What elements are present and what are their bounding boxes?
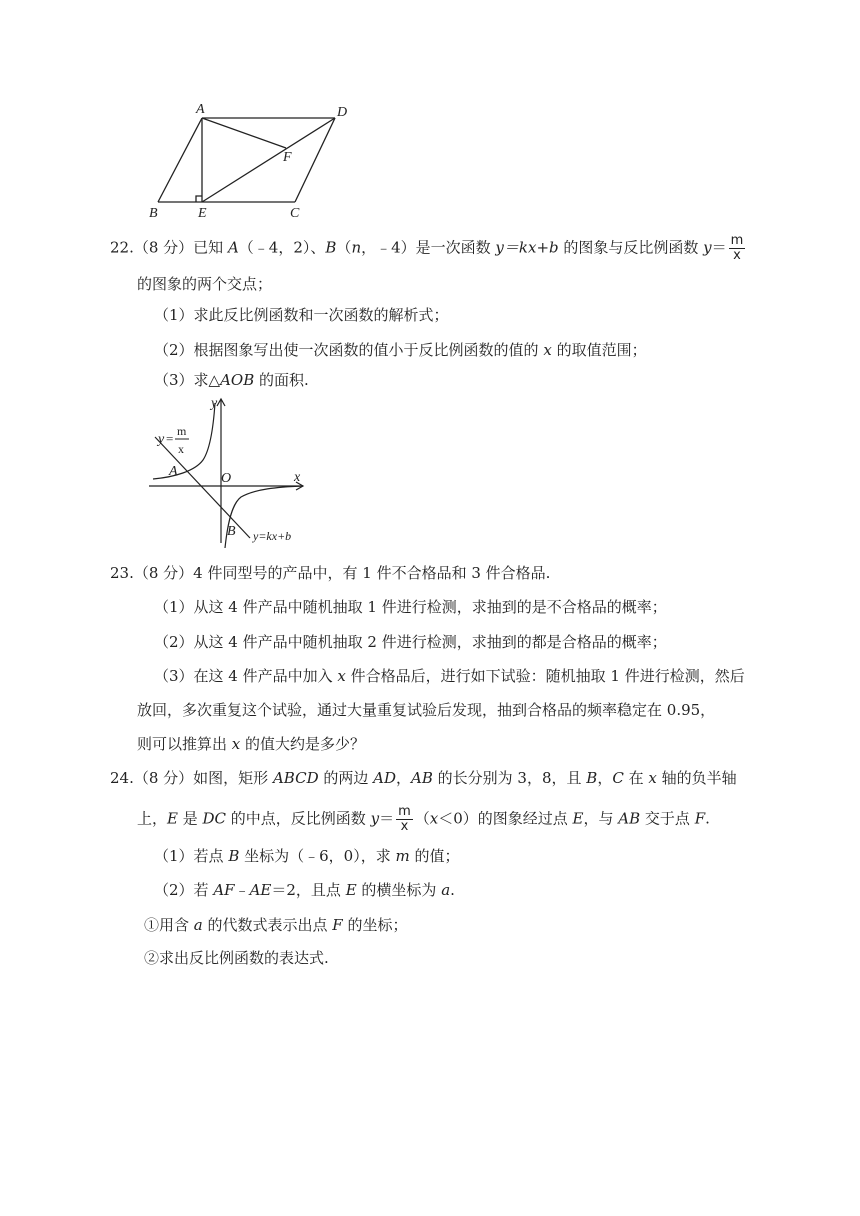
q24-text: 的两边 xyxy=(318,769,374,787)
q24-text: （ xyxy=(414,809,430,828)
q24-text: 是 xyxy=(177,809,203,828)
q24-sub2 xyxy=(154,880,455,900)
q24-text: ＜0）的图象经过点 xyxy=(438,809,573,828)
q24-text: 轴的负半轴 xyxy=(656,769,737,787)
q24-text: 在 xyxy=(623,769,649,787)
curve-label-den: x xyxy=(178,442,184,456)
q24-line2 xyxy=(137,805,710,834)
q23-number: 23. xyxy=(110,564,134,582)
origin-label: O xyxy=(221,471,232,486)
q24-point-E: E xyxy=(167,809,178,828)
q22-line1 xyxy=(110,234,747,263)
q24-seg-AF: AF xyxy=(213,881,235,899)
q24-text: 的长分别为 3，8，且 xyxy=(432,769,587,787)
q22-sub2 xyxy=(154,340,647,360)
q24-number: 24. xyxy=(110,769,134,787)
point-B-label: B xyxy=(227,524,236,539)
q23-intro xyxy=(110,563,550,583)
q23-sub3b: 放回，多次重复这个试验，通过大量重复试验后发现，抽到合格品的频率稳定在 0.95， xyxy=(137,701,716,719)
q23-sub1: （1）从这 4 件产品中随机抽取 1 件进行检测，求抽到的是不合格品的概率； xyxy=(154,598,667,616)
q23-sub3-text: 件合格品后，进行如下试验：随机抽取 1 件进行检测，然后 xyxy=(345,667,745,685)
q22-sub2-text: （2）根据图象写出使一次函数的值小于反比例函数的值的 xyxy=(154,341,544,359)
q24-text: 上， xyxy=(137,809,168,828)
q24-text: 如图，矩形 xyxy=(193,769,273,787)
q24-part2: ②求出反比例函数的表达式. xyxy=(144,949,329,967)
q22-number: 22. xyxy=(110,238,134,257)
y-axis-label: y xyxy=(211,396,218,411)
q22-var-y: y xyxy=(703,238,712,257)
q24-var-m: m xyxy=(395,847,410,865)
q24-sub2-text: （2）若 xyxy=(154,881,214,899)
q23-sub3-text: 的值大约是多少？ xyxy=(240,735,366,753)
label-F: F xyxy=(283,150,292,165)
q23-sub3a xyxy=(154,666,745,686)
q24-var-a: a xyxy=(193,916,203,934)
label-E: E xyxy=(198,206,207,221)
q24-equals: ＝ xyxy=(379,809,395,828)
fraction-denominator: x xyxy=(400,819,409,834)
q24-seg-AE: AE xyxy=(249,881,272,899)
q22-sub3 xyxy=(154,370,309,390)
line-label: y=kx+b xyxy=(253,529,292,543)
label-A: A xyxy=(196,102,205,117)
q24-part1-text: 的坐标； xyxy=(342,916,408,934)
q22-line2: 的图象的两个交点； xyxy=(137,275,273,293)
q24-seg-AD: AD xyxy=(373,769,396,787)
q24-part1-text: 的代数式表示出点 xyxy=(202,916,333,934)
q22-text: （﹣4，2）、 xyxy=(238,238,326,257)
point-A-label: A xyxy=(169,464,178,479)
q24-sub2-text: ＝2，且点 xyxy=(271,881,346,899)
label-C: C xyxy=(290,206,300,221)
q22-sub3-text: （3）求△ xyxy=(154,371,221,389)
q22-text: （ xyxy=(336,238,352,257)
function-graph-figure xyxy=(145,393,315,551)
q24-seg-AB: AB xyxy=(411,769,433,787)
curve-label-num: m xyxy=(177,424,187,438)
q24-rect-ABCD: ABCD xyxy=(272,769,319,787)
q24-var-x: x xyxy=(429,809,439,828)
q24-part1-text: ①用含 xyxy=(144,916,194,934)
q24-point-B: B xyxy=(228,847,240,865)
fraction-numerator: m xyxy=(398,804,411,819)
q24-seg-DC: DC xyxy=(202,809,227,828)
q24-text: 的中点，反比例函数 xyxy=(226,809,371,828)
q24-point-C: C xyxy=(612,769,624,787)
q24-var-a: a xyxy=(441,881,451,899)
fraction-numerator: m xyxy=(730,233,744,248)
curve-label-eq: = xyxy=(166,431,174,446)
q24-text: ，与 xyxy=(583,809,619,828)
q24-point-F: F xyxy=(332,916,343,934)
q24-seg-AB: AB xyxy=(618,809,641,828)
q22-point-A: A xyxy=(227,238,239,257)
q24-sub2-text: 的横坐标为 xyxy=(356,881,442,899)
q23-var-x: x xyxy=(231,735,241,753)
q24-sub2-text: . xyxy=(450,881,455,899)
q24-point-B: B xyxy=(586,769,598,787)
q24-sub2-text: ﹣ xyxy=(234,881,250,899)
q24-part1 xyxy=(144,915,407,935)
q22-var-n: n xyxy=(351,238,362,257)
q23-intro-text: 4 件同型号的产品中，有 1 件不合格品和 3 件合格品. xyxy=(193,564,551,582)
q24-sub1 xyxy=(154,846,459,866)
q23-sub3c xyxy=(137,734,365,754)
q23-sub3-text: 则可以推算出 xyxy=(137,735,232,753)
curve-label-y: y xyxy=(158,432,165,447)
q24-text: ， xyxy=(597,769,613,787)
fraction-denominator: x xyxy=(733,248,741,263)
q24-sub1-text: （1）若点 xyxy=(154,847,229,865)
q23-score: （8 分） xyxy=(133,564,194,582)
q22-triangle-AOB: AOB xyxy=(220,371,255,389)
q24-var-x: x xyxy=(648,769,657,787)
q23-var-x: x xyxy=(337,667,346,685)
q24-point-E: E xyxy=(345,881,357,899)
q22-score: （8 分） xyxy=(133,238,194,257)
q22-sub1: （1）求此反比例函数和一次函数的解析式； xyxy=(154,306,449,324)
q22-equals: ＝ xyxy=(711,238,727,257)
q22-var-x: x xyxy=(543,341,552,359)
q22-text: 已知 xyxy=(193,238,228,257)
q24-text: 交于点 xyxy=(640,809,695,828)
q24-sub1-text: 的值； xyxy=(409,847,460,865)
q22-sub3-text: 的面积. xyxy=(254,371,309,389)
x-axis-label: x xyxy=(294,470,301,485)
q22-text: 的图象与反比例函数 xyxy=(558,238,704,257)
q24-text: . xyxy=(705,809,710,828)
q23-sub2: （2）从这 4 件产品中随机抽取 2 件进行检测，求抽到的都是合格品的概率； xyxy=(154,633,667,651)
q24-sub1-text: 坐标为（﹣6，0），求 xyxy=(239,847,396,865)
q22-text: ，﹣4）是一次函数 xyxy=(361,238,496,257)
label-B: B xyxy=(149,206,158,221)
q22-fraction xyxy=(729,234,746,263)
q24-line1 xyxy=(110,768,737,788)
q24-fraction xyxy=(396,805,413,834)
q22-point-B: B xyxy=(325,238,337,257)
q24-text: ， xyxy=(396,769,412,787)
q24-point-F: F xyxy=(694,809,706,828)
q22-linear-eq: y＝kx+b xyxy=(495,238,559,257)
label-D: D xyxy=(337,105,348,120)
q24-score: （8 分） xyxy=(133,769,194,787)
q23-sub3-text: （3）在这 4 件产品中加入 xyxy=(154,667,338,685)
q24-point-E: E xyxy=(572,809,584,828)
q22-sub2-text: 的取值范围； xyxy=(551,341,647,359)
q24-var-y: y xyxy=(370,809,380,828)
parallelogram-figure xyxy=(140,96,360,222)
